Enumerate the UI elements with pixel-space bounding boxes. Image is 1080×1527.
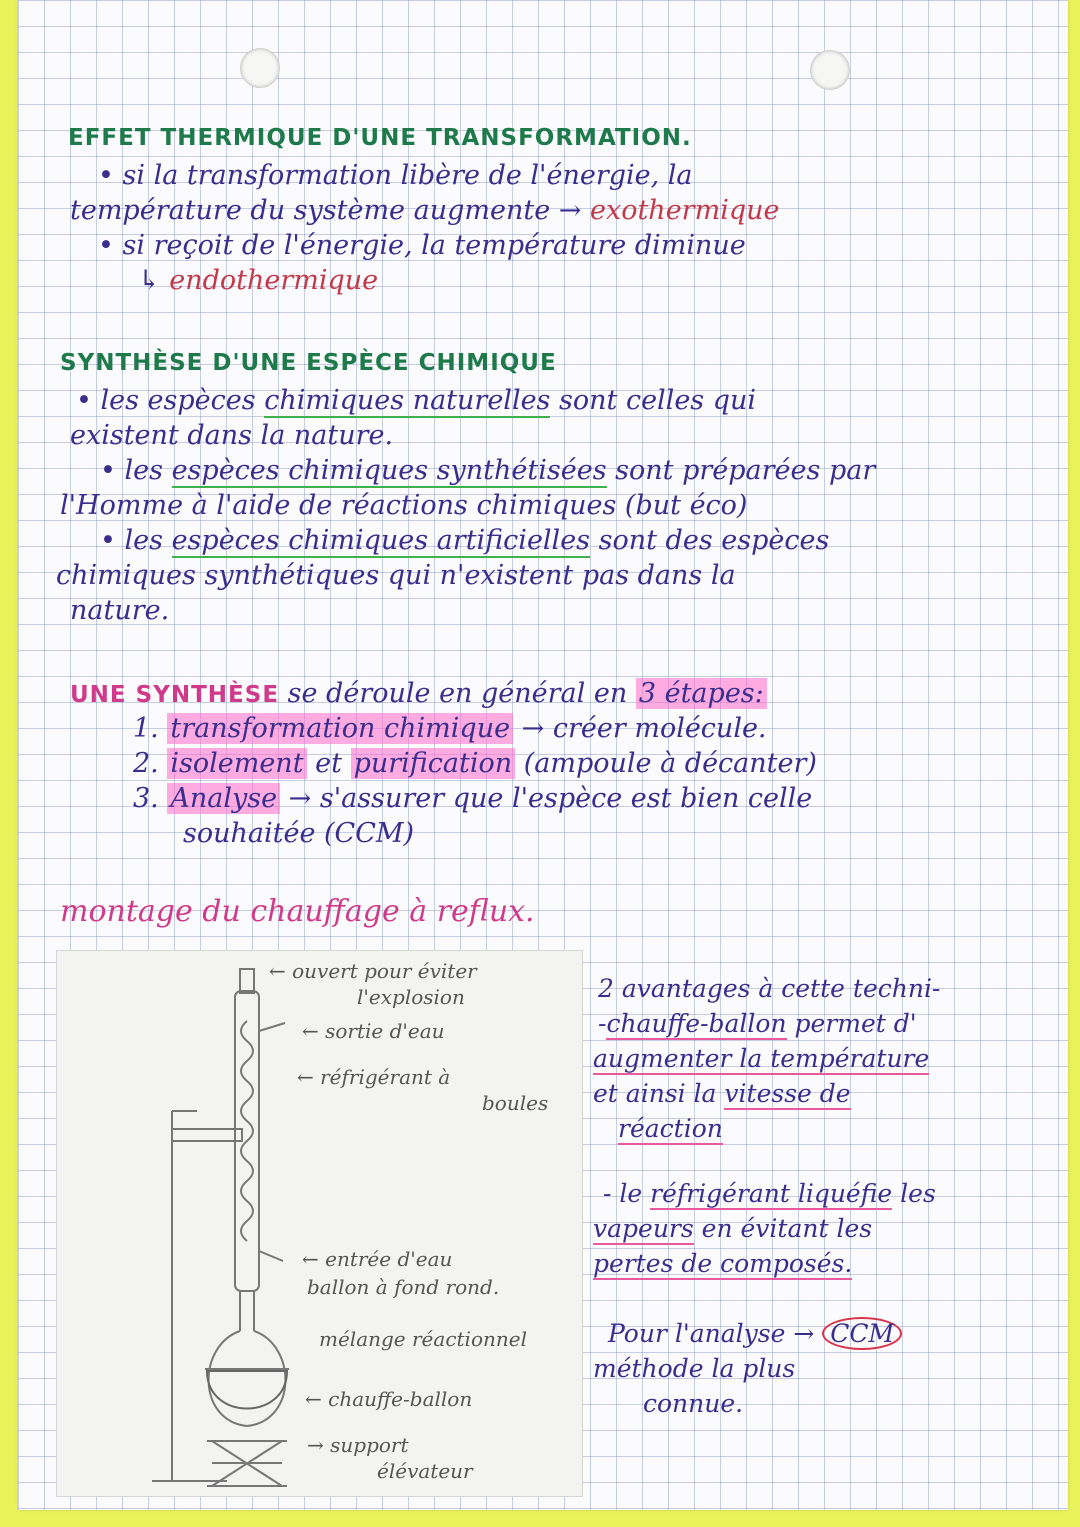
text-fragment: (ampoule à décanter): [523, 748, 817, 779]
text-line: [138, 265, 378, 296]
text-line: [100, 455, 875, 486]
lab-jack-scissor: [212, 1441, 282, 1486]
term-reaction-speed: vitesse de: [724, 1079, 851, 1108]
text-fragment: température du système augmente →: [70, 195, 582, 226]
section-title-thermal-effect: EFFET THERMIQUE D'UNE TRANSFORMATION.: [68, 125, 692, 151]
text-line: • si reçoit de l'énergie, la température diminue: [98, 230, 746, 261]
section-title-reflux: montage du chauffage à reflux.: [60, 894, 535, 929]
text-line: [70, 195, 779, 226]
section-title-synthesis-steps: UNE SYNTHÈSE: [70, 682, 280, 708]
label-mixture: mélange réactionnel: [319, 1327, 527, 1351]
term-condenser-liquefies: réfrigérant liquéfie: [650, 1179, 893, 1208]
highlight-purification: purification: [351, 748, 516, 779]
step-number: 1.: [133, 713, 159, 744]
note-line: [618, 1115, 723, 1144]
text-fragment: et ainsi la: [593, 1079, 717, 1108]
step-3: [133, 783, 812, 814]
label-condenser-2: boules: [482, 1091, 549, 1115]
term-vapors: vapeurs: [593, 1214, 694, 1243]
note-line: [598, 1010, 917, 1039]
term-ccm-circled: CCM: [822, 1317, 902, 1350]
text-line: l'Homme à l'aide de réactions chimiques (but éco): [60, 490, 748, 521]
note-line: [593, 1215, 872, 1244]
note-line: connue.: [643, 1389, 744, 1418]
highlight-analysis: Analyse: [167, 783, 280, 814]
label-flask: ballon à fond rond.: [307, 1275, 500, 1299]
step-number: 2.: [133, 748, 159, 779]
term-synthesized-species: espèces chimiques synthétisées: [171, 455, 607, 486]
text-fragment: - le: [603, 1179, 643, 1208]
text-fragment: • les: [100, 455, 163, 486]
note-line: [593, 1250, 852, 1279]
label-open-top: ← ouvert pour éviter: [269, 959, 477, 983]
text-fragment: se déroule en général en: [287, 678, 628, 709]
section-title-synthesis: SYNTHÈSE D'UNE ESPÈCE CHIMIQUE: [60, 350, 557, 376]
term-increase-temperature: augmenter la température: [593, 1044, 930, 1073]
reflux-apparatus-drawing: [56, 950, 583, 1497]
text-fragment: → s'assurer que l'espèce est bien celle: [288, 783, 813, 814]
label-water-in: ← entrée d'eau: [302, 1247, 453, 1271]
text-fragment: permet d': [794, 1009, 917, 1038]
text-fragment: sont des espèces: [598, 525, 830, 556]
highlight-transformation: transformation chimique: [167, 713, 513, 744]
label-support-2: élévateur: [377, 1459, 473, 1483]
text-fragment: et: [315, 748, 342, 779]
step-1: [133, 713, 767, 744]
text-line: [70, 678, 767, 709]
term-endothermic: endothermique: [169, 265, 379, 296]
text-fragment: • les espèces: [76, 385, 256, 416]
highlight-three-steps: 3 étapes:: [636, 678, 767, 709]
binder-hole-right: [810, 50, 850, 90]
note-line: [593, 1045, 929, 1074]
text-fragment: en évitant les: [701, 1214, 873, 1243]
arrow-icon: ↳: [138, 265, 161, 296]
text-line: chimiques synthétiques qui n'existent pas dans la: [56, 560, 736, 591]
binder-hole-left: [240, 48, 280, 88]
text-fragment: sont préparées par: [615, 455, 876, 486]
text-line: souhaitée (CCM): [183, 818, 415, 849]
round-bottom-flask: [209, 1331, 286, 1426]
step-2: [133, 748, 817, 779]
text-fragment: Pour l'analyse →: [608, 1319, 815, 1348]
text-fragment: les: [900, 1179, 936, 1208]
text-line: • si la transformation libère de l'énergie, la: [98, 160, 693, 191]
term-heater: chauffe-ballon: [606, 1009, 787, 1038]
note-line: [603, 1180, 936, 1209]
label-heater: ← chauffe-ballon: [305, 1387, 473, 1411]
text-line: [100, 525, 829, 556]
notebook-page: [18, 0, 1068, 1510]
note-line: [608, 1320, 902, 1349]
note-line: méthode la plus: [593, 1354, 796, 1383]
step-number: 3.: [133, 783, 159, 814]
note-line: 2 avantages à cette techni-: [598, 974, 941, 1003]
label-support: → support: [307, 1433, 409, 1457]
term-exothermic: exothermique: [590, 195, 780, 226]
label-condenser: ← réfrigérant à: [297, 1065, 451, 1089]
label-open-top-2: l'explosion: [357, 985, 465, 1009]
text-line: nature.: [70, 595, 170, 626]
text-line: [76, 385, 756, 416]
note-line: [593, 1080, 851, 1109]
term-artificial-species: espèces chimiques artificielles: [171, 525, 591, 556]
text-fragment: -: [598, 1009, 607, 1038]
highlight-isolation: isolement: [167, 748, 306, 779]
text-fragment: • les: [100, 525, 163, 556]
term-natural-species: chimiques naturelles: [264, 385, 551, 416]
text-line: existent dans la nature.: [70, 420, 394, 451]
text-fragment: sont celles qui: [559, 385, 757, 416]
water-outlet: [259, 1023, 285, 1031]
condenser-top: [240, 969, 254, 993]
clamp: [172, 1129, 242, 1141]
text-fragment: → créer molécule.: [521, 713, 767, 744]
term-reaction: réaction: [618, 1114, 723, 1143]
term-compound-loss: pertes de composés.: [593, 1249, 853, 1278]
heating-mantle: [207, 1371, 287, 1409]
label-water-out: ← sortie d'eau: [302, 1019, 445, 1043]
water-inlet: [259, 1251, 283, 1261]
